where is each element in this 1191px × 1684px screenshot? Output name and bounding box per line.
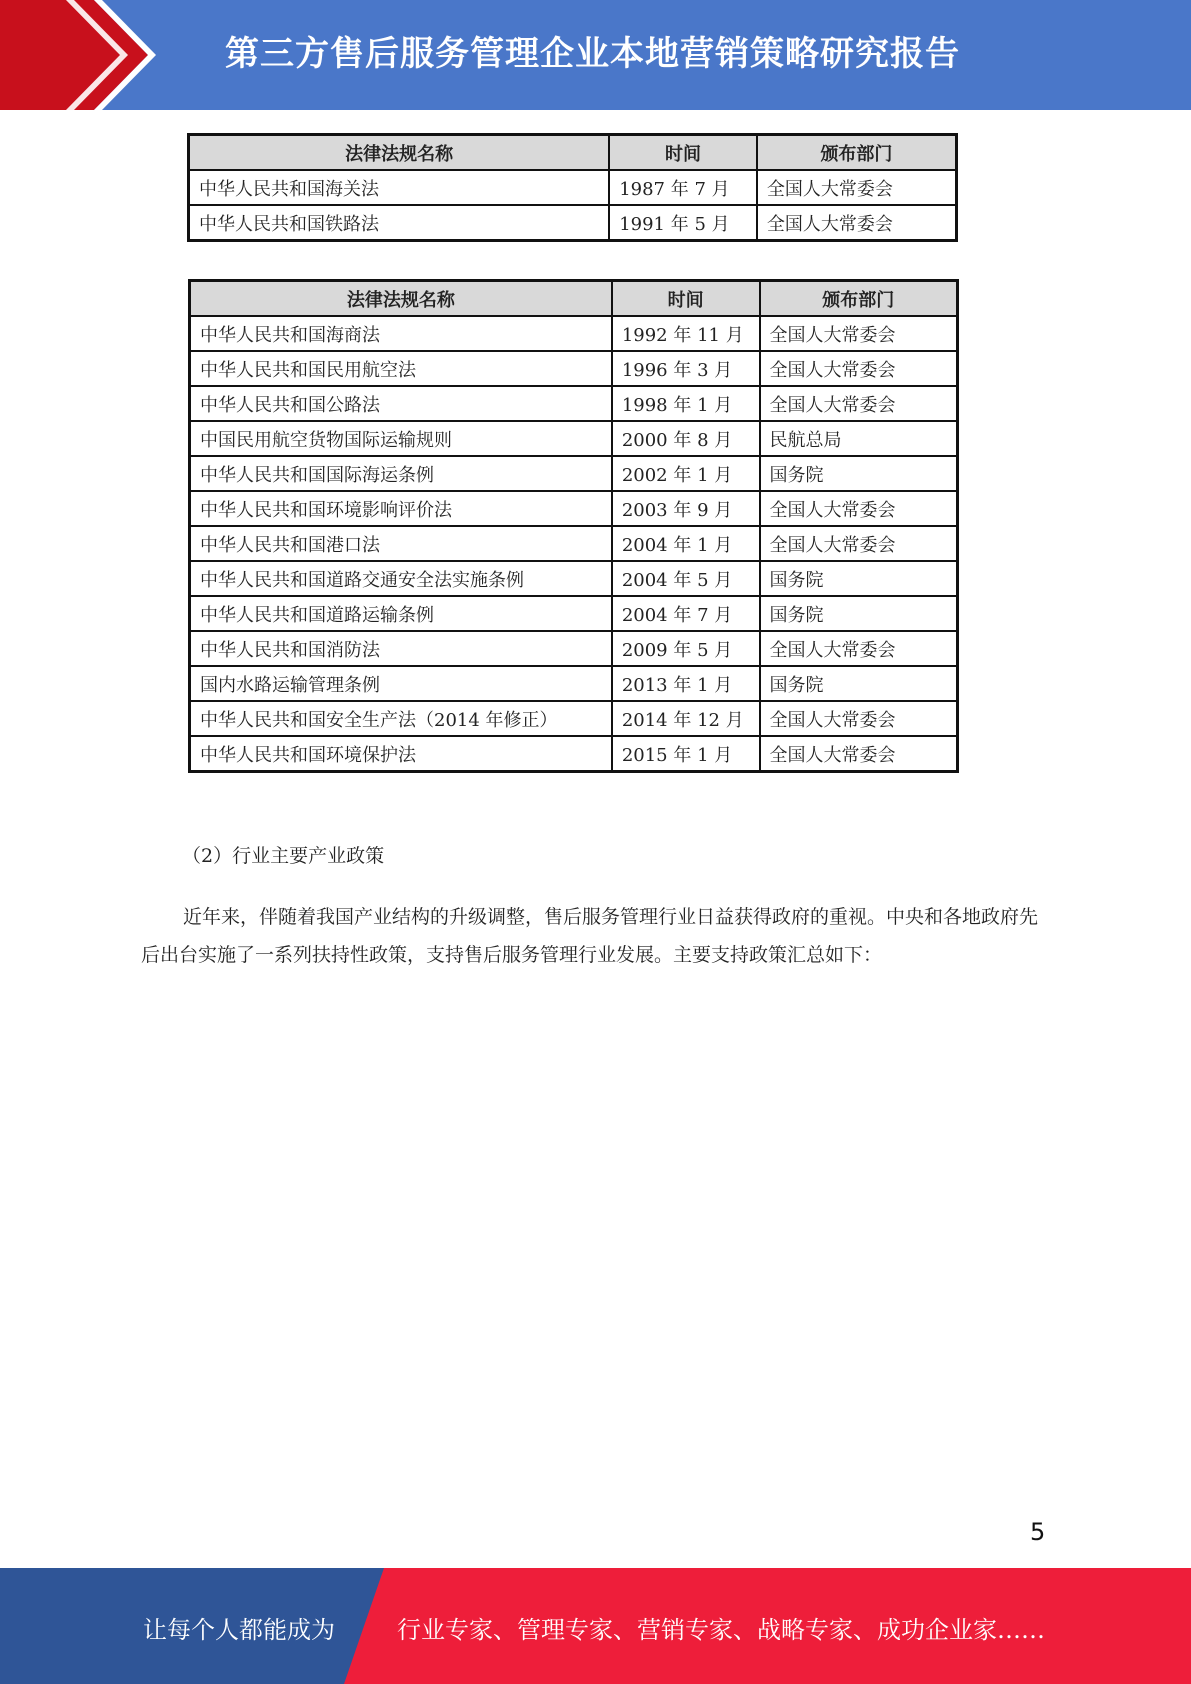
cell-department: 全国人大常委会 [760, 351, 958, 386]
cell-law-name: 中华人民共和国国际海运条例 [190, 456, 612, 491]
table-row [190, 736, 958, 772]
laws-table-2 [188, 279, 959, 773]
cell-date: 2000 年 8 月 [612, 421, 760, 456]
cell-department: 民航总局 [760, 421, 958, 456]
table-row [190, 351, 958, 386]
cell-department: 国务院 [760, 561, 958, 596]
cell-date: 1998 年 1 月 [612, 386, 760, 421]
cell-law-name: 中国民用航空货物国际运输规则 [190, 421, 612, 456]
table-row [189, 205, 957, 241]
cell-date: 2013 年 1 月 [612, 666, 760, 701]
table-header-row [189, 135, 957, 171]
cell-date: 2004 年 7 月 [612, 596, 760, 631]
column-header-date: 时间 [612, 281, 760, 317]
cell-department: 国务院 [760, 666, 958, 701]
cell-date: 2004 年 5 月 [612, 561, 760, 596]
column-header-department: 颁布部门 [760, 281, 958, 317]
cell-law-name: 中华人民共和国铁路法 [189, 205, 610, 241]
cell-department: 全国人大常委会 [757, 205, 957, 241]
table-row [190, 561, 958, 596]
table-header-row [190, 281, 958, 317]
footer-banner [0, 1568, 1191, 1684]
cell-law-name: 中华人民共和国环境影响评价法 [190, 491, 612, 526]
header-banner [0, 0, 1191, 110]
footer-slogan-right: 行业专家、管理专家、营销专家、战略专家、成功企业家…… [397, 1616, 1045, 1644]
cell-department: 国务院 [760, 596, 958, 631]
column-header-name: 法律法规名称 [189, 135, 610, 171]
cell-department: 国务院 [760, 456, 958, 491]
cell-date: 1991 年 5 月 [609, 205, 757, 241]
body-paragraph: 近年来，伴随着我国产业结构的升级调整，售后服务管理行业日益获得政府的重视。中央和各地政府先后出台实施了一系列扶持性政策，支持售后服务管理行业发展。主要支持政策汇总如下： [141, 906, 1039, 966]
report-title: 第三方售后服务管理企业本地营销策略研究报告 [225, 34, 960, 74]
cell-law-name: 中华人民共和国海关法 [189, 170, 610, 205]
cell-date: 2003 年 9 月 [612, 491, 760, 526]
cell-department: 全国人大常委会 [757, 170, 957, 205]
cell-department: 全国人大常委会 [760, 701, 958, 736]
column-header-name: 法律法规名称 [190, 281, 612, 317]
table-row [190, 631, 958, 666]
laws-table-1 [187, 133, 958, 242]
table-row [190, 596, 958, 631]
table-row [190, 421, 958, 456]
table-row [190, 526, 958, 561]
cell-law-name: 中华人民共和国公路法 [190, 386, 612, 421]
cell-law-name: 中华人民共和国港口法 [190, 526, 612, 561]
cell-law-name: 中华人民共和国安全生产法（2014 年修正） [190, 701, 612, 736]
footer-slogan-left: 让每个人都能成为 [143, 1616, 335, 1644]
cell-date: 1992 年 11 月 [612, 316, 760, 351]
column-header-date: 时间 [609, 135, 757, 171]
cell-department: 全国人大常委会 [760, 386, 958, 421]
cell-date: 1996 年 3 月 [612, 351, 760, 386]
cell-law-name: 中华人民共和国环境保护法 [190, 736, 612, 772]
column-header-department: 颁布部门 [757, 135, 957, 171]
cell-law-name: 中华人民共和国民用航空法 [190, 351, 612, 386]
table-row [190, 666, 958, 701]
section-heading: （2）行业主要产业政策 [182, 845, 385, 867]
cell-department: 全国人大常委会 [760, 491, 958, 526]
cell-department: 全国人大常委会 [760, 631, 958, 666]
cell-law-name: 国内水路运输管理条例 [190, 666, 612, 701]
cell-law-name: 中华人民共和国道路交通安全法实施条例 [190, 561, 612, 596]
cell-date: 2014 年 12 月 [612, 701, 760, 736]
cell-date: 2004 年 1 月 [612, 526, 760, 561]
cell-date: 2002 年 1 月 [612, 456, 760, 491]
table-row [189, 170, 957, 205]
cell-department: 全国人大常委会 [760, 736, 958, 772]
table-row [190, 456, 958, 491]
cell-law-name: 中华人民共和国道路运输条例 [190, 596, 612, 631]
cell-department: 全国人大常委会 [760, 316, 958, 351]
table-row [190, 701, 958, 736]
cell-law-name: 中华人民共和国海商法 [190, 316, 612, 351]
cell-law-name: 中华人民共和国消防法 [190, 631, 612, 666]
cell-date: 2015 年 1 月 [612, 736, 760, 772]
cell-department: 全国人大常委会 [760, 526, 958, 561]
table-row [190, 491, 958, 526]
table-row [190, 386, 958, 421]
cell-date: 1987 年 7 月 [609, 170, 757, 205]
table-row [190, 316, 958, 351]
page-number: 5 [1030, 1518, 1046, 1546]
cell-date: 2009 年 5 月 [612, 631, 760, 666]
